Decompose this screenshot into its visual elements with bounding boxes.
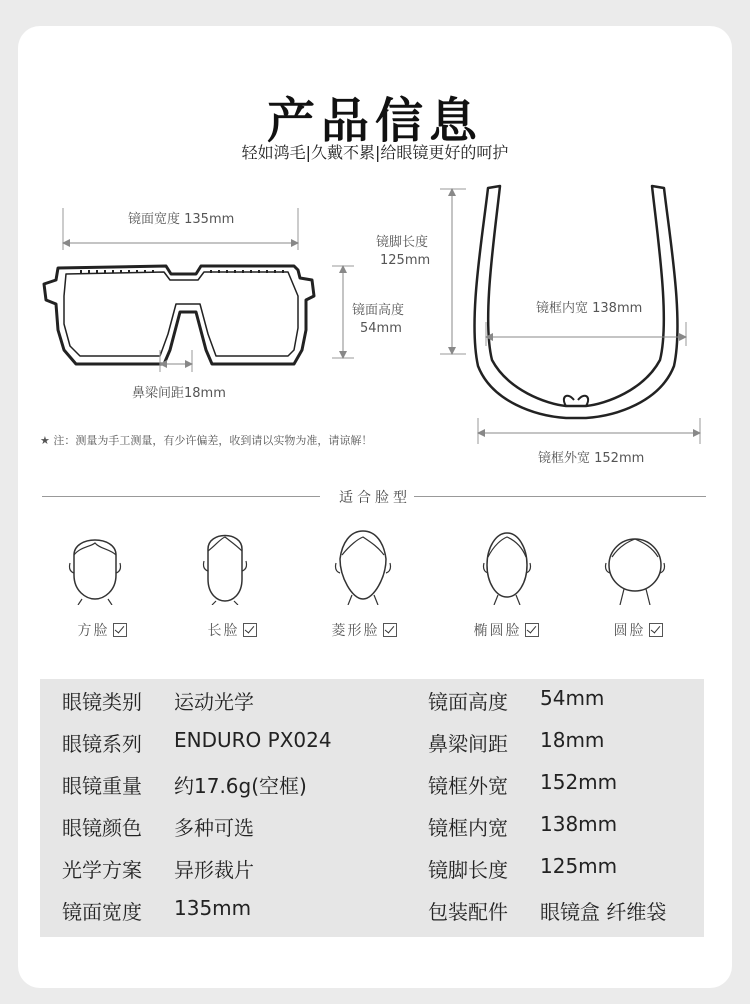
lens-height-label: 镜面高度 <box>352 303 405 318</box>
inner-width-label: 镜框内宽 138mm <box>536 301 643 316</box>
spec-row: 镜面宽度 135mm 包装配件 眼镜盒 纤维袋 <box>62 896 667 924</box>
checkbox-icon <box>525 623 539 637</box>
page-title: 产品信息 <box>266 93 483 149</box>
spec-table <box>40 679 704 937</box>
measurement-note: ★ 注：测量为手工测量，有少许偏差，收到请以实物为准，请谅解！ <box>40 434 373 447</box>
outer-width-label: 镜框外宽 152mm <box>538 451 645 466</box>
face-label-long: 长脸 <box>177 620 287 640</box>
checkbox-icon <box>649 623 663 637</box>
face-label-oval: 椭圆脸 <box>451 620 561 640</box>
spec-row: 眼镜颜色 多种可选 镜框内宽 138mm <box>62 812 618 840</box>
checkbox-icon <box>383 623 397 637</box>
spec-row: 眼镜类别 运动光学 镜面高度 54mm <box>62 686 605 714</box>
face-label-diamond: 菱形脸 <box>309 620 419 640</box>
spec-row: 眼镜重量 约17.6g(空框) 镜框外宽 152mm <box>62 770 618 798</box>
spec-row: 光学方案 异形裁片 镜脚长度 125mm <box>62 854 618 882</box>
top-view-diagram <box>436 180 716 460</box>
lens-height-value: 54mm <box>360 321 402 336</box>
checkbox-icon <box>113 623 127 637</box>
lens-width-label: 镜面宽度 135mm <box>128 212 235 227</box>
temple-length-value: 125mm <box>380 253 431 268</box>
face-label-round: 圆脸 <box>583 620 693 640</box>
face-label-square: 方脸 <box>47 620 157 640</box>
bridge-label: 鼻梁间距18mm <box>132 386 226 401</box>
temple-length-label: 镜脚长度 <box>376 235 429 250</box>
face-section-title: 适合脸型 <box>339 490 411 506</box>
front-view-diagram <box>36 200 376 400</box>
page-subtitle: 轻如鸿毛|久戴不累|给眼镜更好的呵护 <box>241 143 509 162</box>
checkbox-icon <box>243 623 257 637</box>
spec-row: 眼镜系列 ENDURO PX024 鼻梁间距 18mm <box>62 728 605 756</box>
